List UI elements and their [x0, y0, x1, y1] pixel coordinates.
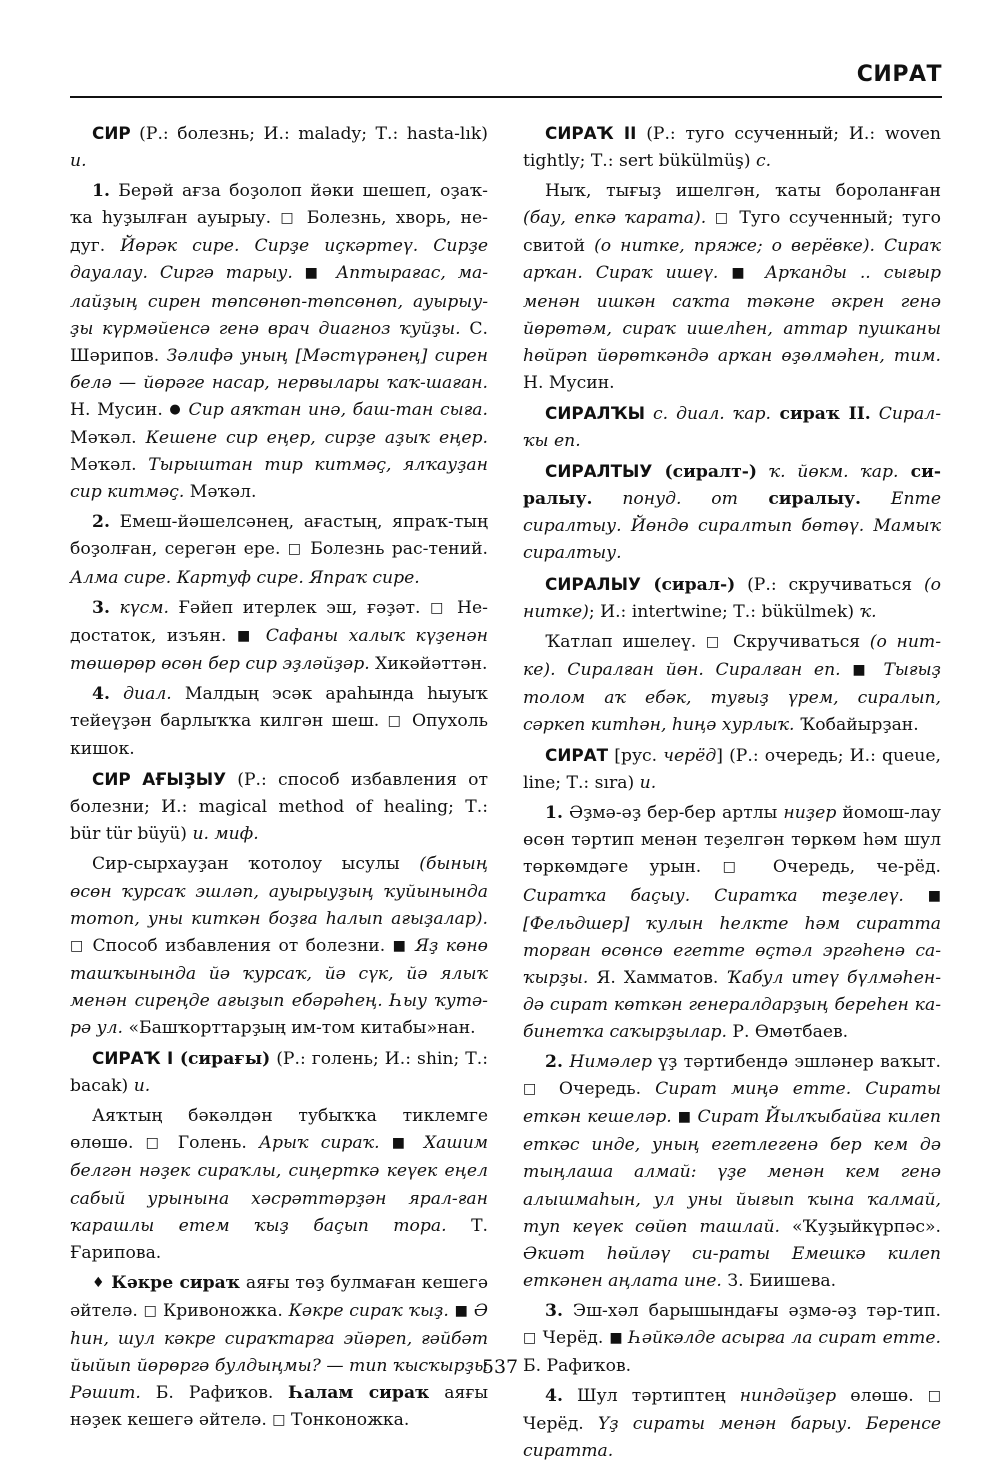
form: (сирал-): [640, 574, 736, 595]
translation: Кривоножка.: [157, 1300, 289, 1321]
square-icon: □: [430, 599, 448, 616]
example: Кәкре сираҡ ҡыҙ.: [288, 1300, 449, 1321]
translation: Болезнь рас-тений.: [302, 539, 488, 560]
headword: СИР: [92, 123, 131, 143]
black-square-icon: ■: [677, 1109, 692, 1126]
gloss: (Р.: туго ссученный; И.: woven tightly; Т.: sert bükülmüş): [523, 124, 941, 172]
definition: Ныҡ, тығыҙ ишелгән, ҡаты бороланған: [545, 181, 941, 202]
sense-2: [70, 509, 488, 591]
note: (о нитке): [523, 574, 941, 622]
sense-number: 1.: [92, 181, 110, 202]
translation: Тонконожка.: [285, 1410, 410, 1431]
citation: Хашим белгән нәҙек сираҡлы, сиңерткә кеүек еңел сабый урынына хәсрәттәрҙән ярал-ған ҡарашлы етем ҡыҙ баҫып тора.: [70, 1133, 489, 1236]
translation: Очередь.: [544, 1079, 656, 1100]
square-icon: □: [272, 1412, 286, 1429]
black-square-icon: ■: [609, 1330, 624, 1347]
definition: Сир-сырхауҙан ҡотолоу ысулы: [92, 854, 420, 875]
etymology: черёд: [663, 746, 717, 767]
sense-1: [70, 178, 488, 506]
definition: Ғәйеп итерлек эш, ғәҙәт.: [168, 597, 431, 618]
citation-author: «Башҡорттарҙың им-том китабы»нан.: [123, 1018, 476, 1038]
translation: Опухоль кишок.: [70, 710, 488, 760]
label: ҡ. йөкм. ҡар.: [757, 462, 899, 483]
citation: Ә һин, шул кәкре сираҡтарға эйәреп, ғәйбәт йыйып йөрөргә булдыңмы? — тип ҡысҡырҙы Рәшит.: [70, 1300, 489, 1404]
citation-author: Ҡобайырҙан.: [799, 714, 919, 735]
bullet-icon: ●: [169, 401, 182, 417]
example: Сиратҡа баҫыу. Сиратҡа теҙелеү.: [523, 885, 904, 906]
citation: Әкиәт һөйләү си-раты Емешкә килеп еткәнен аңлата ине.: [523, 1243, 941, 1291]
part-of-speech: и. миф.: [192, 824, 259, 845]
square-icon: □: [523, 1330, 537, 1347]
part-of-speech: с.: [756, 151, 772, 172]
citation: Тығыҙ толом аҡ ебәк, туғыҙ үрем, сиралып, сәркеп китһән, һиңә хурлыҡ.: [523, 659, 941, 735]
citation-author: Мәҡәл.: [70, 455, 149, 476]
citation-author: Р. Өмөтбаев.: [726, 1022, 849, 1042]
gloss: (Р.: голень; И.: shin; Т.: bacak): [70, 1049, 488, 1097]
definition: Шул тәртиптең: [562, 1386, 740, 1407]
definition-block: [523, 629, 941, 739]
note: Нимәлер: [569, 1052, 652, 1073]
black-square-icon: ■: [392, 937, 408, 954]
square-icon: □: [70, 937, 86, 954]
definition-block: [70, 851, 488, 1042]
citation-author: Б. Рафиҡов.: [523, 1356, 632, 1377]
part-of-speech: и.: [70, 151, 87, 172]
running-head: СИРАТ: [856, 62, 942, 87]
sense-number: 1.: [545, 803, 563, 824]
definition: өлөшө.: [836, 1386, 928, 1407]
citation: Зәлифә уның [Мәстүрәнең] сирен белә — йөрәге насар, нервылары ҡаҡ-шаған.: [70, 345, 488, 393]
gloss: (Р.: способ избавления от болезни; И.: magical method of healing; Т.: bür tür büyü): [70, 770, 488, 845]
label: понуд. от: [592, 489, 738, 510]
citation: Аптырағас, ма-лайҙың сирен төпсөнөп-төпсөнөп, ауырыу-ҙы күрмәйенсә генә врач диагноз ҡуйҙы.: [70, 263, 488, 339]
phrase: Кәкре сираҡ: [104, 1272, 241, 1293]
translation: Способ избавления от болезни.: [85, 935, 393, 956]
example: Сирал-ҡы еп.: [523, 403, 941, 452]
headword: СИР АҒЫҘЫУ: [92, 769, 227, 790]
citation-author: «Ҡуҙыйкүрпәс».: [780, 1216, 941, 1237]
example: Епте сиралтыу. Йөндө сиралтып бөтөү. Мамыҡ сиралтыу.: [523, 489, 941, 564]
sense-number: 2.: [92, 512, 110, 533]
citation: Ҡабул итеү бүлмәһен-дә сират көткән генералдарҙың береһен ка-бинетҡа саҡырҙылар.: [523, 967, 941, 1042]
sense-number: 4.: [92, 683, 110, 704]
citation: Арҡанды .. сығыр менән ишкән саҡта тәкәне әкрен генә йөрөтәм, сираҡ ишелһен, аттар пушканы һөйрәп йөрөткәндә арҡан өҙөлмәһен, тим.: [523, 263, 941, 366]
sense-4: [70, 681, 488, 763]
sense-4: [523, 1383, 941, 1465]
citation-author: Н. Мусин.: [70, 399, 170, 420]
definition: йомош-лау өсөн тәртип менән теҙелгән төркөм һәм шул төркөмдәге урын.: [523, 803, 941, 878]
translation: Голень.: [165, 1133, 259, 1154]
citation-author: С. Шәрипов.: [70, 318, 489, 366]
phrase: Һалам сираҡ: [288, 1383, 430, 1404]
translation: Очередь, че-рёд.: [751, 857, 941, 878]
label: диал.: [109, 683, 172, 704]
example: Сират миңә етте. Сираты еткән кешеләр.: [523, 1079, 941, 1128]
example: Сираҡ арҡан. Сираҡ ишеү.: [523, 236, 941, 284]
black-square-icon: ■: [731, 265, 753, 282]
entry-sirat: [523, 742, 941, 797]
headword: СИРАТ: [545, 745, 609, 766]
form: (сиралт-): [652, 462, 758, 483]
example: Үҙ сираты менән барыу. Беренсе сиратта.: [523, 1414, 942, 1462]
page-header: [70, 62, 942, 98]
page-number: 537: [481, 1356, 519, 1378]
square-icon: □: [143, 1302, 158, 1319]
citation-author: Мәҡәл.: [184, 482, 257, 503]
headword: СИРАҠ II: [545, 123, 637, 143]
definition: Әҙмә-әҙ бер-бер артлы: [562, 803, 784, 824]
headword: СИРАЛЫУ: [545, 573, 641, 594]
definition: Емеш-йәшелсәнең, ағастың, япраҡ-тың боҙолған, серегән ере.: [70, 512, 488, 560]
proverb: Сир аяҡтан инә, баш-тан сыға.: [181, 399, 489, 420]
sense-number: 2.: [545, 1052, 563, 1073]
entry-sirak-2: [523, 120, 941, 175]
definition: Берәй ағза боҙолоп йәки шешеп, оҙаҡ-ҡа һуҙылған ауырыу.: [70, 181, 488, 229]
citation: Сафаны халыҡ күҙенән төшөрөр өсөн бер сир эҙләйҙәр.: [70, 625, 488, 674]
black-square-icon: ■: [927, 887, 941, 904]
black-square-icon: ■: [454, 1302, 469, 1319]
left-column: [70, 120, 488, 1435]
note: ниҙер: [783, 803, 837, 824]
part-of-speech: и.: [639, 773, 657, 794]
black-square-icon: ■: [852, 661, 872, 678]
gloss: ] (Р.: очередь; И.: queue, line; Т.: sıra): [523, 746, 942, 794]
cross-reference: си-ралыу.: [523, 462, 941, 510]
square-icon: □: [714, 210, 731, 227]
phrase-block: [70, 1270, 488, 1436]
translation: Болезнь, хворь, не-дуг.: [70, 208, 488, 257]
sense-number: 3.: [92, 597, 110, 618]
citation-author: Т. Ғарипова.: [70, 1215, 488, 1263]
diamond-icon: ♦: [92, 1274, 105, 1291]
example: Алма сире. Картуф сире. Япраҡ сире.: [70, 567, 420, 588]
translation: Туго ссученный; туго свитой: [523, 208, 942, 257]
part-of-speech: ҡ.: [859, 601, 877, 622]
entry-siraltyu: [523, 458, 941, 567]
black-square-icon: ■: [236, 627, 256, 644]
note: (о нитке, пряже; о верёвке).: [594, 236, 875, 257]
citation-author: Б. Рафиҡов.: [140, 1383, 289, 1404]
note: (о нит-ке).: [523, 631, 942, 680]
gloss: (Р.: скручиваться: [735, 574, 924, 595]
cross-reference: сиралыу.: [737, 489, 862, 510]
square-icon: □: [523, 1081, 545, 1098]
sense-3: [70, 595, 488, 678]
gloss: [рус.: [608, 746, 664, 767]
proverb: Тырыштан тир китмәҫ, ялҡауҙан сир китмәҫ.: [70, 455, 489, 503]
entry-siralky: [523, 400, 941, 455]
gloss: (Р.: болезнь; И.: malady; Т.: hasta-lık): [130, 124, 488, 144]
entry-sir-agyzyu: [70, 766, 488, 848]
label: с. диал. ҡар.: [645, 403, 772, 424]
sense-number: 3.: [545, 1300, 563, 1321]
citation: Һәйкәлде асырға ла сират етте.: [623, 1328, 941, 1349]
example: Сиралған йөн. Сиралған еп.: [555, 659, 841, 680]
translation: Черёд.: [523, 1414, 598, 1435]
headword: СИРАЛҠЫ: [545, 402, 646, 423]
definition: Эш-хәл барышындағы әҙмә-әҙ тәр-тип.: [562, 1300, 941, 1321]
square-icon: □: [387, 712, 404, 729]
citation-author: Мәҡәл.: [70, 428, 146, 449]
gloss: ; И.: intertwine; Т.: bükülmek): [588, 601, 860, 622]
headword: СИРАҠ I: [92, 1048, 174, 1069]
square-icon: □: [280, 210, 298, 227]
note: (бау, епкә ҡарата).: [523, 208, 707, 229]
entry-sir: [70, 120, 488, 175]
definition-block: [523, 178, 941, 397]
square-icon: □: [145, 1135, 166, 1152]
note: ниндәйҙер: [739, 1386, 837, 1407]
definition: аяғы төҙ булмаған кешегә әйтелә.: [70, 1272, 488, 1321]
definition: Малдың эсәк араһында һыуыҡ тейеүҙән барлыҡҡа килгән шеш.: [70, 683, 488, 731]
definition: Аяҡтың бәкәлдән тубыҡҡа тиклемге өлөшө.: [70, 1106, 488, 1154]
square-icon: □: [927, 1388, 941, 1405]
cross-reference: сираҡ II.: [771, 403, 871, 424]
citation-author: Я. Хамматов.: [588, 967, 727, 988]
example: Арыҡ сираҡ.: [259, 1133, 380, 1154]
sense-1: [523, 800, 941, 1046]
example: Йөрәк сире. Сирҙе иҫкәртеү. Сирҙе дауалау. Сиргә тарыу.: [70, 236, 488, 284]
citation: Яҙ көнө ташҡынында йә ҡурсаҡ, йә сүк, йә ялыҡ менән сиреңде ағыҙып ебәрәһең. Һыу ҡутә-рә ул.: [70, 935, 489, 1038]
headword: СИРАЛТЫУ: [545, 461, 653, 482]
part-of-speech: и.: [133, 1076, 151, 1097]
definition-block: [70, 1103, 488, 1267]
label: күсм.: [109, 597, 169, 618]
citation-author: Н. Мусин.: [523, 372, 615, 393]
translation: Не-достаток, изъян.: [70, 597, 488, 646]
translation: Черёд.: [536, 1328, 610, 1349]
citation: Сират Йылҡыбайға килеп еткәс инде, уның егетлегенә бер кем дә тыңлаша алмай: үҙе менән кем генә алышмаһын, ул уны йығып ҡына ҡалмай, туп кеүек сөйөп ташлай.: [523, 1107, 941, 1237]
square-icon: □: [287, 541, 303, 558]
proverb: Кешене сир еңер, сирҙе аҙыҡ еңер.: [145, 428, 488, 449]
square-icon: □: [705, 633, 724, 650]
sense-number: 4.: [545, 1386, 563, 1407]
definition: үҙ тәртибендә эшләнер ваҡыт.: [651, 1052, 941, 1073]
definition: аяғы нәҙек кешегә әйтелә.: [70, 1383, 488, 1431]
entry-siralyu: [523, 571, 941, 626]
black-square-icon: ■: [304, 265, 325, 282]
entry-sirak-1: [70, 1045, 488, 1100]
citation-author: З. Биишева.: [721, 1270, 837, 1291]
form: (сирағы): [173, 1049, 271, 1070]
sense-2: [523, 1049, 941, 1295]
square-icon: □: [722, 859, 752, 876]
definition: Ҡатлап ишелеү.: [545, 631, 706, 652]
note: (бының өсөн ҡурсаҡ эшләп, ауырыуҙың ҡуйынында тотоп, уны киткән боҙға һалып ағыҙалар).: [70, 854, 488, 929]
right-column: [523, 120, 941, 1466]
black-square-icon: ■: [391, 1135, 412, 1152]
translation: Скручиваться: [723, 631, 870, 652]
citation: [Фельдшер] ҡулын һелкте һәм сиратта торған өсөнсө егетте өҫтәл эргәһенә са-ҡырҙы.: [523, 913, 941, 988]
citation-author: Хикәйәттән.: [369, 653, 488, 674]
